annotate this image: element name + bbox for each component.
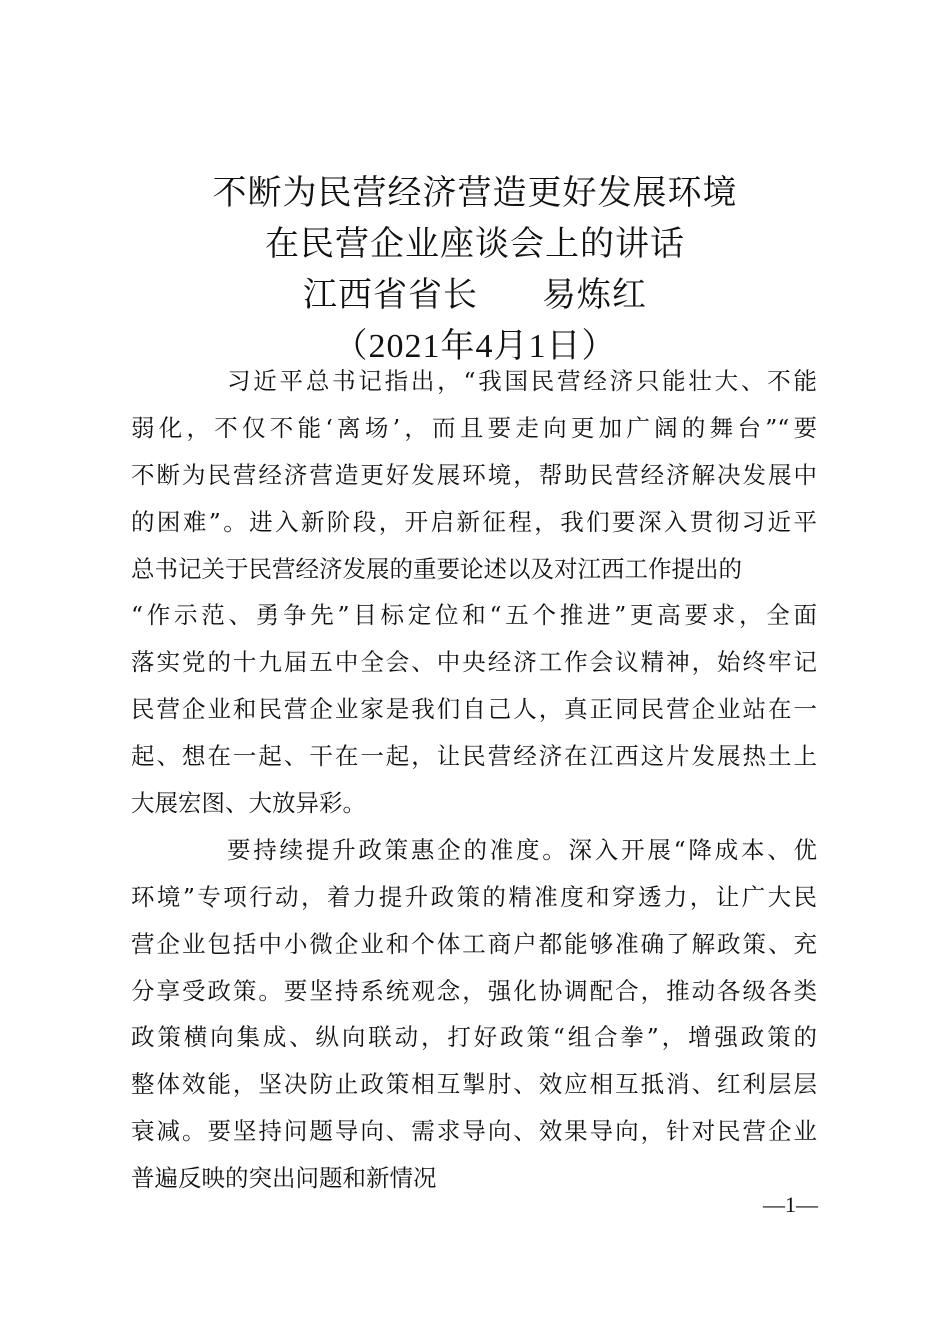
- paragraph-line: “作示范、勇争先”目标定位和“五个推进”更高要求，全面: [131, 601, 817, 630]
- document-title: 不断为民营经济营造更好发展环境: [212, 173, 738, 213]
- page-number: —1—: [763, 1192, 818, 1217]
- document-body: [131, 358, 817, 1202]
- paragraph-line: 总书记关于民营经济发展的重要论述以及对江西工作提出的: [131, 554, 742, 583]
- document-header: [0, 168, 950, 372]
- paragraph-2: [131, 827, 817, 1202]
- paragraph-line: 营企业包括中小微企业和个体工商户都能够准确了解政策、充: [131, 929, 817, 958]
- paragraph-line: 的困难”。进入新阶段，开启新征程，我们要深入贯彻习近平: [131, 507, 817, 536]
- paragraph-line: 政策横向集成、纵向联动，打好政策“组合拳”，增强政策的: [131, 1023, 817, 1052]
- paragraph-line: 弱化，不仅不能‘离场’，而且要走向更加广阔的舞台”“要: [131, 413, 817, 442]
- paragraph-line: 衰减。要坚持问题导向、需求导向、效果导向，针对民营企业: [131, 1117, 817, 1146]
- paragraph-line: 落实党的十九届五中全会、中央经济工作会议精神，始终牢记: [131, 648, 817, 677]
- paragraph-1: [131, 358, 817, 827]
- document-date: （2021年4月1日）: [333, 328, 617, 365]
- paragraph-line: 要持续提升政策惠企的准度。深入开展“降成本、优: [227, 835, 817, 864]
- paragraph-line: 不断为民营经济营造更好发展环境，帮助民营经济解决发展中: [131, 460, 817, 489]
- paragraph-line: 习近平总书记指出，“我国民营经济只能壮大、不能: [227, 367, 817, 395]
- paragraph-line: 整体效能，坚决防止政策相互掣肘、效应相互抵消、红利层层: [131, 1070, 817, 1099]
- speaker-title: 江西省省长: [303, 275, 478, 315]
- paragraph-line: 环境”专项行动，着力提升政策的精准度和穿透力，让广大民: [131, 882, 817, 911]
- paragraph-line: 大展宏图、大放异彩。: [131, 789, 366, 818]
- paragraph-line: 分享受政策。要坚持系统观念，强化协调配合，推动各级各类: [131, 976, 817, 1005]
- document-subtitle: 在民营企业座谈会上的讲话: [265, 224, 685, 264]
- paragraph-line: 起、想在一起、干在一起，让民营经济在江西这片发展热土上: [131, 742, 817, 771]
- speaker-name: 易炼红: [542, 275, 647, 315]
- speaker-line: [0, 270, 950, 321]
- paragraph-line: 民营企业和民营企业家是我们自己人，真正同民营企业站在一: [131, 695, 817, 724]
- paragraph-line: 普遍反映的突出问题和新情况: [131, 1164, 437, 1193]
